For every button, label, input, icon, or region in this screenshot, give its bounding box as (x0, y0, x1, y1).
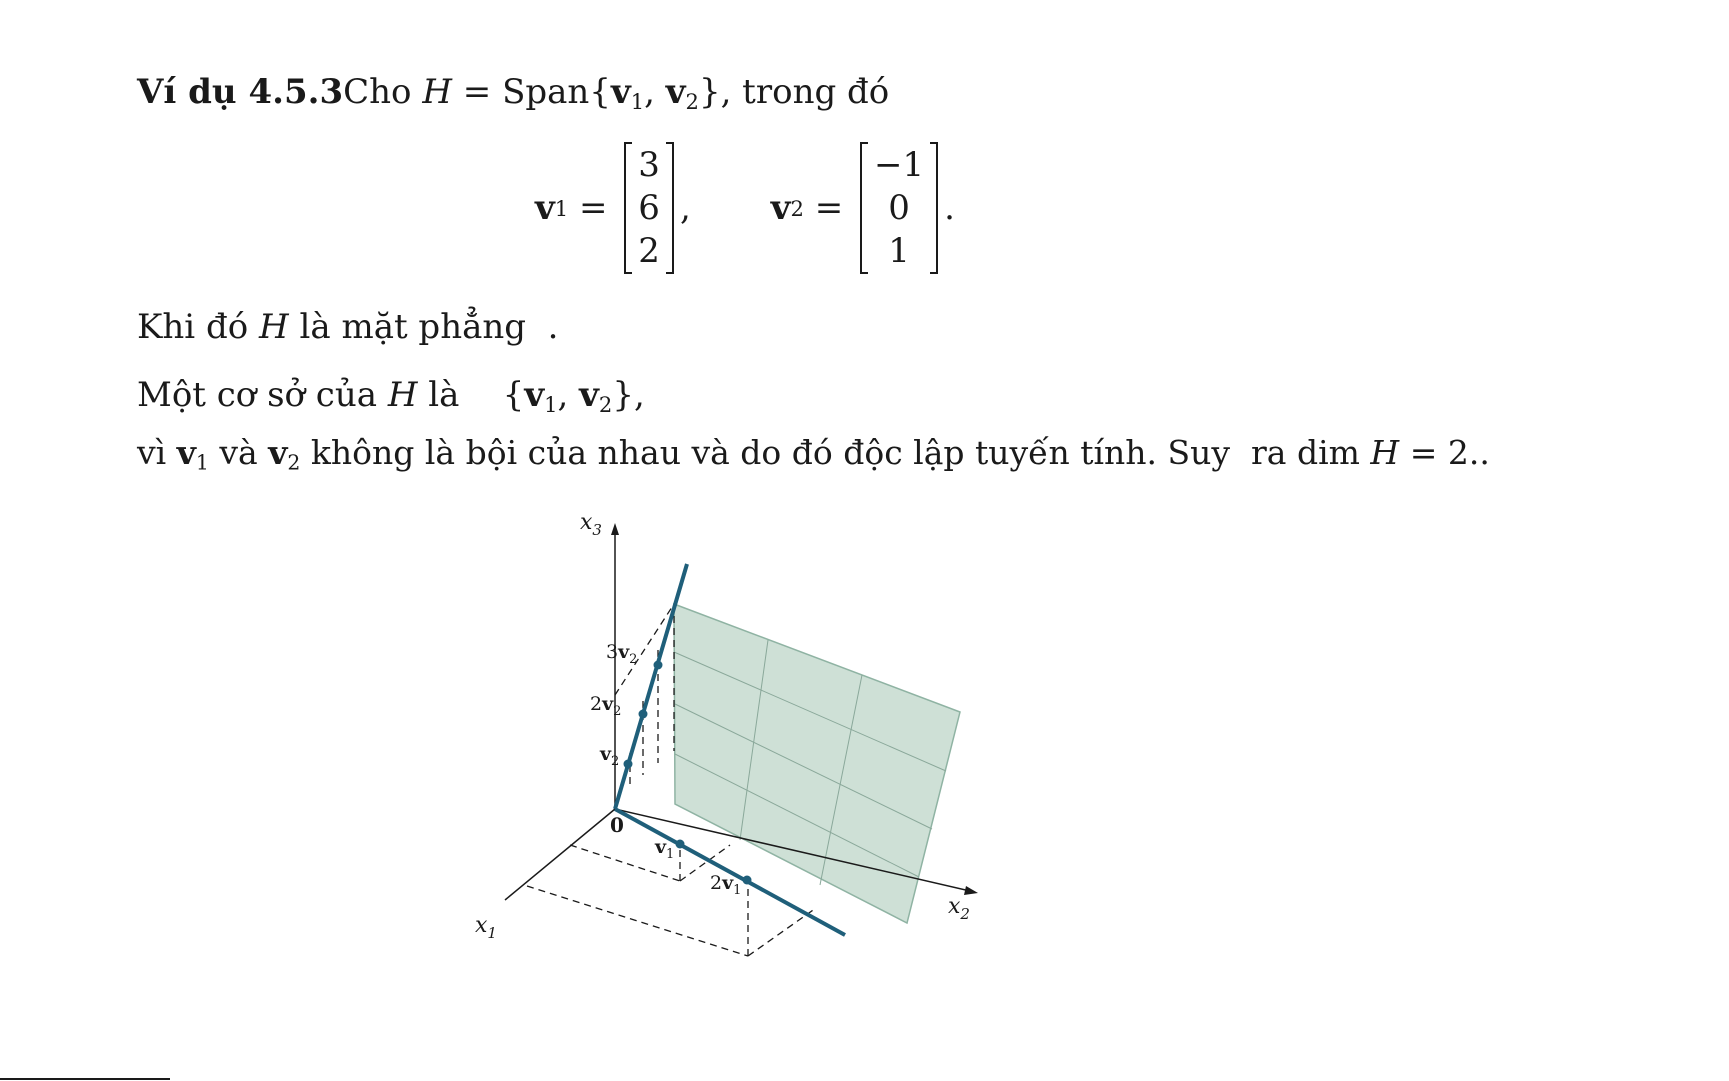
vector-v1: v (524, 375, 545, 415)
basis-prefix: Một cơ sở của (137, 375, 388, 415)
plane-statement (137, 307, 559, 347)
intro-prefix: Cho (343, 72, 423, 112)
2v1-point (743, 876, 752, 885)
comma: , (644, 72, 666, 112)
example-heading-line (137, 72, 890, 114)
vector-v1: v (610, 72, 631, 112)
2v1-label: $2v_1$ (710, 872, 742, 898)
basis-suffix: }, (612, 375, 645, 415)
span-eq: = Span{ (451, 72, 611, 112)
reason-rest: không là bội của nhau và do đó độc lập tuyến tính. Suy ra dim (300, 433, 1371, 472)
matrix-entry: −1 (874, 145, 925, 185)
vector-definitions (535, 138, 955, 278)
matrix-entry: 6 (638, 188, 660, 228)
origin-label: 0 (610, 813, 624, 837)
symbol-H: H (1370, 433, 1400, 472)
x1-label: $x_1$ (475, 913, 497, 942)
vector-v2: v (268, 433, 288, 472)
vector-v2: v (579, 375, 599, 415)
vector-v1: v (176, 433, 196, 472)
comma: , (557, 375, 580, 415)
v1-matrix (624, 142, 674, 274)
reason-tail: = 2.. (1399, 433, 1490, 472)
separator-comma: , (679, 188, 691, 228)
example-number: Ví dụ 4.5.3 (137, 72, 344, 112)
equals-sign: = (568, 188, 619, 228)
x2-label: $x_2$ (948, 894, 970, 923)
matrix-entry: 3 (638, 145, 660, 185)
2v2-label: $2v_2$ (590, 693, 622, 719)
subscript: 1 (630, 88, 645, 114)
symbol-H: H (259, 307, 289, 347)
v2-label: $v_2$ (600, 743, 620, 769)
plane-prefix: Khi đó (137, 307, 260, 347)
end-period: . (944, 188, 955, 228)
subscript: 2 (790, 195, 804, 221)
equals-sign: = (803, 188, 855, 228)
v2-matrix (860, 142, 938, 274)
v1-label: v (535, 188, 555, 228)
reason-prefix: vì (137, 433, 177, 472)
v2-label: v (770, 188, 791, 228)
symbol-H: H (387, 375, 418, 415)
v1-point (676, 840, 685, 849)
reason-statement (137, 433, 1490, 475)
subscript: 1 (544, 391, 558, 417)
symbol-H: H (422, 72, 452, 112)
3v2-point (654, 661, 663, 670)
v1-label: $v_1$ (655, 836, 675, 862)
matrix-entry: 1 (888, 231, 910, 271)
v2-point (624, 760, 633, 769)
3v2-label: $3v_2$ (606, 641, 638, 667)
footnote-rule (0, 1078, 170, 1080)
matrix-entry: 0 (888, 188, 910, 228)
subscript: 2 (598, 391, 613, 417)
plane-suffix: là mặt phẳng . (288, 307, 559, 347)
matrix-entry: 2 (638, 231, 660, 271)
2v2-point (639, 710, 648, 719)
subscript: 1 (554, 195, 569, 221)
intro-suffix: }, trong đó (698, 72, 890, 112)
vector-v2: v (665, 72, 686, 112)
reason-and: và (208, 433, 269, 472)
x3-label: $x_3$ (580, 510, 602, 539)
subscript: 1 (195, 450, 209, 475)
plane-span-figure (475, 505, 1000, 970)
subscript: 2 (287, 450, 301, 475)
basis-middle: là { (417, 375, 525, 415)
subscript: 2 (685, 88, 699, 114)
basis-statement (137, 375, 645, 417)
